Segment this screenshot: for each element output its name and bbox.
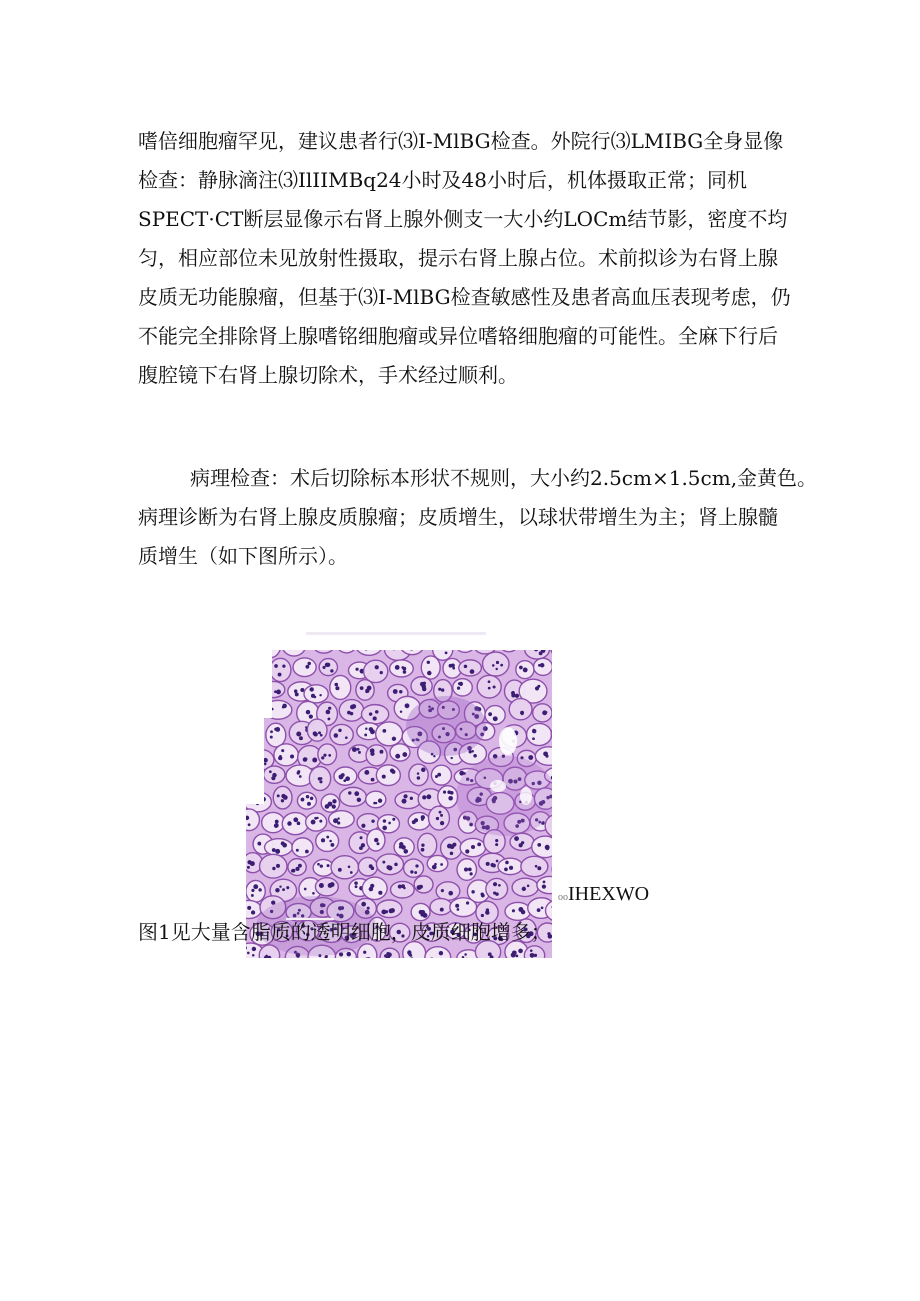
paragraph-pathology (138, 459, 818, 576)
text-line: 质增生（如下图所示）。 (138, 544, 348, 568)
figure-label-text: IHEXWO (568, 883, 650, 905)
text-line: 病理检查：术后切除标本形状不规则，大小约2.5cm×1.5cm,金黄色。 (190, 466, 818, 490)
text-line: 腹腔镜下右肾上腺切除术，手术经过顺利。 (138, 363, 518, 387)
figure-caption: 图1见大量含脂质的透明细胞，皮质细胞增多； (138, 920, 551, 944)
text-line: 嗜倍细胞瘤罕见，建议患者行⑶I-MlBG检查。外院行⑶LMIBG全身显像 (138, 129, 784, 153)
text-line: 病理诊断为右肾上腺皮质腺瘤；皮质增生，以球状带增生为主；肾上腺髓 (138, 505, 778, 529)
figure-stain-label (558, 880, 649, 912)
histology-image (246, 626, 558, 958)
text-line: 皮质无功能腺瘤，但基于⑶I-MlBG检查敏感性及患者高血压表现考虑，仍 (138, 285, 791, 309)
text-line: SPECT·CT断层显像示右肾上腺外侧支一大小约LOCm结节影，密度不均 (138, 207, 788, 231)
figure-label-prefix: oo (558, 892, 568, 903)
text-line: 匀，相应部位未见放射性摄取，提示右肾上腺占位。术前拟诊为右肾上腺 (138, 246, 778, 270)
histology-micrograph (246, 626, 558, 958)
text-line: 检查：静脉滴注⑶IlIIMBq24小时及48小时后，机体摄取正常；同机 (138, 168, 747, 192)
paragraph-clinical-history (138, 122, 791, 395)
text-line: 不能完全排除肾上腺嗜铭细胞瘤或异位嗜辂细胞瘤的可能性。全麻下行后 (138, 324, 778, 348)
